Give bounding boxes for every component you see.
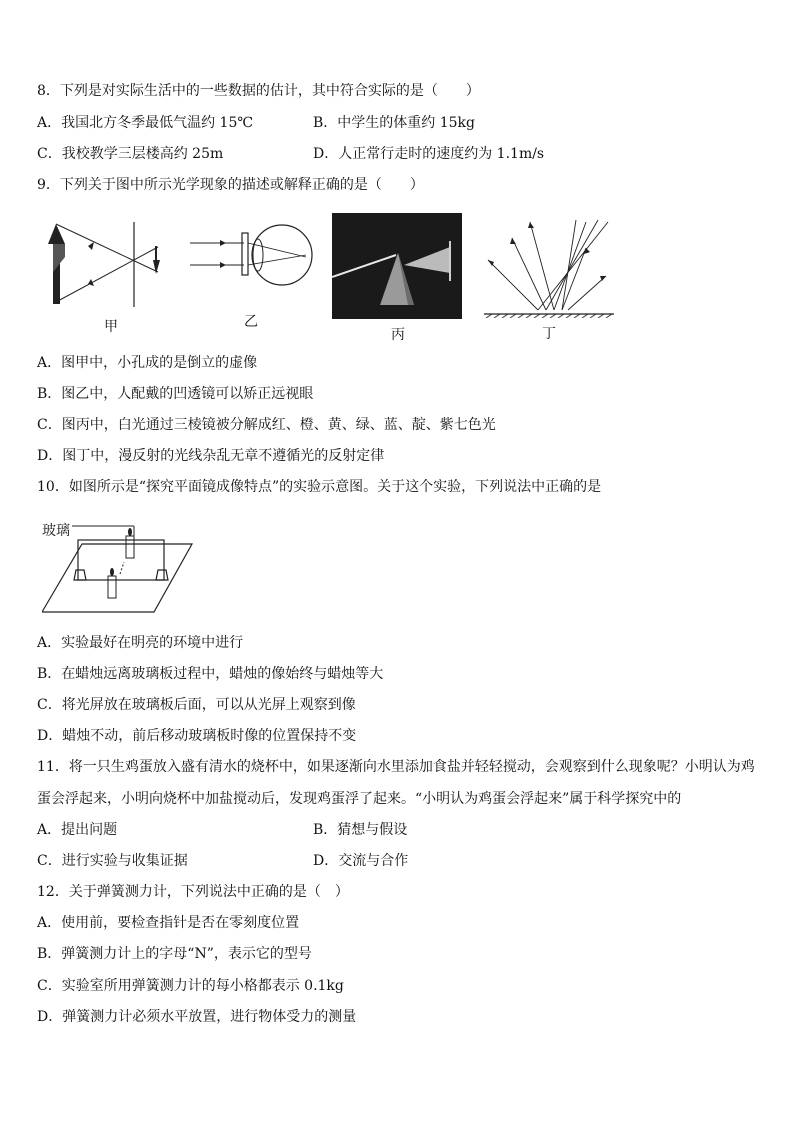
q8-stem: 8．下列是对实际生活中的一些数据的估计，其中符合实际的是（ ）: [37, 83, 480, 99]
q8-option-c: C．我校教学三层楼高约 25m: [37, 146, 224, 162]
q11-option-a: A．提出问题: [37, 822, 118, 838]
caption-bing: 丙: [391, 327, 405, 343]
q11-stem-line2: 蛋会浮起来，小明向烧杯中加盐搅动后，发现鸡蛋浮了起来。“小明认为鸡蛋会浮起来”属于科学探究中的: [37, 791, 682, 807]
q9-option-b: B．图乙中，人配戴的凹透镜可以矫正远视眼: [37, 386, 314, 402]
glass-label: 玻璃: [42, 523, 70, 539]
figure-ding-diffuse-reflection: [482, 218, 617, 318]
q12-option-a: A．使用前，要检查指针是否在零刻度位置: [37, 915, 300, 931]
q11-stem-line1: 11．将一只生鸡蛋放入盛有清水的烧杯中，如果逐渐向水里添加食盐并轻轻搅动，会观察到什么现象呢？小明认为鸡: [37, 759, 755, 775]
q9-option-c: C．图丙中，白光通过三棱镜被分解成红、橙、黄、绿、蓝、靛、紫七色光: [37, 417, 496, 433]
figure-plane-mirror-setup: [42, 514, 194, 614]
q9-option-a: A．图甲中，小孔成的是倒立的虚像: [37, 355, 258, 371]
q12-option-c: C．实验室所用弹簧测力计的每小格都表示 0.1kg: [37, 978, 344, 994]
q11-option-b: B．猜想与假设: [313, 822, 408, 838]
q12-option-d: D．弹簧测力计必须水平放置，进行物体受力的测量: [37, 1009, 357, 1025]
q8-option-b: B．中学生的体重约 15kg: [313, 115, 475, 131]
figure-yi-eye: [186, 215, 316, 310]
q10-option-c: C．将光屏放在玻璃板后面，可以从光屏上观察到像: [37, 697, 356, 713]
q11-option-d: D．交流与合作: [313, 853, 409, 869]
figure-jia-pinhole: [38, 212, 168, 312]
figure-bing-prism: [332, 213, 462, 319]
q9-stem: 9．下列关于图中所示光学现象的描述或解释正确的是（ ）: [37, 177, 424, 193]
q11-option-c: C．进行实验与收集证据: [37, 853, 188, 869]
q12-stem: 12．关于弹簧测力计，下列说法中正确的是（ ）: [37, 884, 349, 900]
q10-option-b: B．在蜡烛远离玻璃板过程中，蜡烛的像始终与蜡烛等大: [37, 666, 384, 682]
q8-option-a: A．我国北方冬季最低气温约 15℃: [37, 115, 254, 131]
q10-option-a: A．实验最好在明亮的环境中进行: [37, 635, 244, 651]
caption-yi: 乙: [244, 314, 258, 330]
caption-ding: 丁: [542, 326, 556, 342]
q9-option-d: D．图丁中，漫反射的光线杂乱无章不遵循光的反射定律: [37, 448, 385, 464]
q10-option-d: D．蜡烛不动，前后移动玻璃板时像的位置保持不变: [37, 728, 357, 744]
q12-option-b: B．弹簧测力计上的字母“N”，表示它的型号: [37, 946, 312, 962]
q10-stem: 10．如图所示是“探究平面镜成像特点”的实验示意图。关于这个实验，下列说法中正确的是: [37, 479, 602, 495]
caption-jia: 甲: [104, 319, 118, 335]
q8-option-d: D．人正常行走时的速度约为 1.1m/s: [313, 146, 545, 162]
